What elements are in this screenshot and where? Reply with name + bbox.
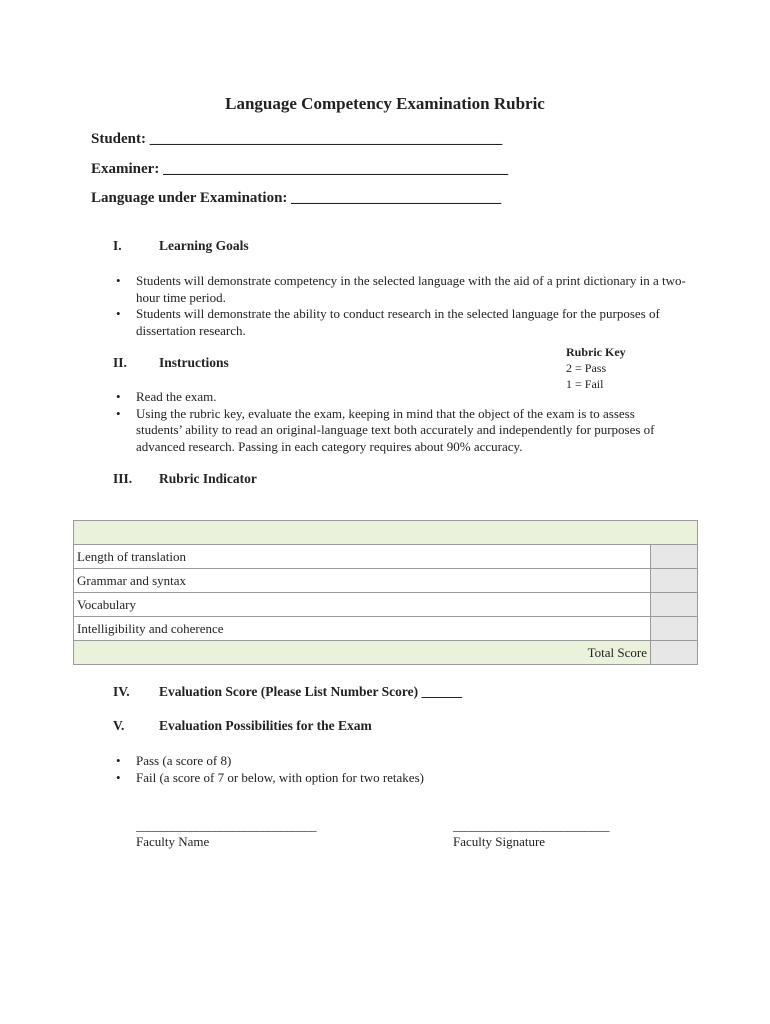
rubric-table <box>73 520 698 665</box>
score-cell[interactable] <box>651 545 698 569</box>
section-heading: Evaluation Possibilities for the Exam <box>159 718 372 733</box>
list-item: • Pass (a score of 8) <box>112 753 612 770</box>
section-number: II. <box>113 355 127 370</box>
table-row <box>74 617 698 641</box>
section-number: IV. <box>113 684 130 699</box>
criterion-label: Grammar and syntax <box>74 569 651 593</box>
table-header-row <box>74 521 698 545</box>
faculty-name-line[interactable]: ______________________________ <box>136 818 316 833</box>
score-cell[interactable] <box>651 569 698 593</box>
instructions-list <box>112 389 682 455</box>
section-heading: Learning Goals <box>159 238 249 253</box>
faculty-name-label: Faculty Name <box>136 834 210 849</box>
language-field[interactable]: Language under Examination: ____________________________ <box>91 190 502 206</box>
section-heading: Instructions <box>159 355 229 370</box>
total-row <box>74 641 698 665</box>
section-number: III. <box>113 471 133 486</box>
list-item: • Read the exam. <box>112 389 682 406</box>
rubric-key-fail: 1 = Fail <box>566 377 604 391</box>
total-score-label: Total Score <box>74 641 651 665</box>
list-item: • Fail (a score of 7 or below, with option for two retakes) <box>112 770 612 787</box>
document-title: Language Competency Examination Rubric <box>225 94 545 113</box>
faculty-signature-line[interactable]: __________________________ <box>453 818 609 833</box>
evaluation-possibilities-list <box>112 753 612 786</box>
criterion-label: Length of translation <box>74 545 651 569</box>
faculty-signature-label: Faculty Signature <box>453 834 546 849</box>
table-row <box>74 569 698 593</box>
learning-goals-list <box>112 273 687 339</box>
examiner-field[interactable]: Examiner: ______________________________________________ <box>91 161 509 177</box>
faculty-signature-block <box>453 818 609 850</box>
section-number: I. <box>113 238 122 253</box>
section-heading: Rubric Indicator <box>159 471 257 486</box>
criterion-label: Intelligibility and coherence <box>74 617 651 641</box>
score-cell[interactable] <box>651 593 698 617</box>
rubric-key-pass: 2 = Pass <box>566 361 607 375</box>
table-header-cell <box>74 521 698 545</box>
list-item: • Students will demonstrate the ability to conduct research in the selected language for the purposes of dissertation research. <box>112 306 687 339</box>
table-row <box>74 545 698 569</box>
section-heading: Evaluation Score (Please List Number Score) ______ <box>159 684 462 699</box>
total-score-cell[interactable] <box>651 641 698 665</box>
rubric-key-heading: Rubric Key <box>566 345 626 359</box>
rubric-key <box>566 344 626 392</box>
section-number: V. <box>113 718 125 733</box>
table-row <box>74 593 698 617</box>
criterion-label: Vocabulary <box>74 593 651 617</box>
student-field[interactable]: Student: _______________________________________________ <box>91 131 503 147</box>
list-item: • Using the rubric key, evaluate the exam, keeping in mind that the object of the exam is to assess students’ ability to read an original-language text both accurately and independently for purposes of advanced research. Passing in each category requires about 90% accuracy. <box>112 406 682 456</box>
faculty-name-block <box>136 818 316 850</box>
list-item: • Students will demonstrate competency in the selected language with the aid of a print dictionary in a two-hour time period. <box>112 273 687 306</box>
score-cell[interactable] <box>651 617 698 641</box>
